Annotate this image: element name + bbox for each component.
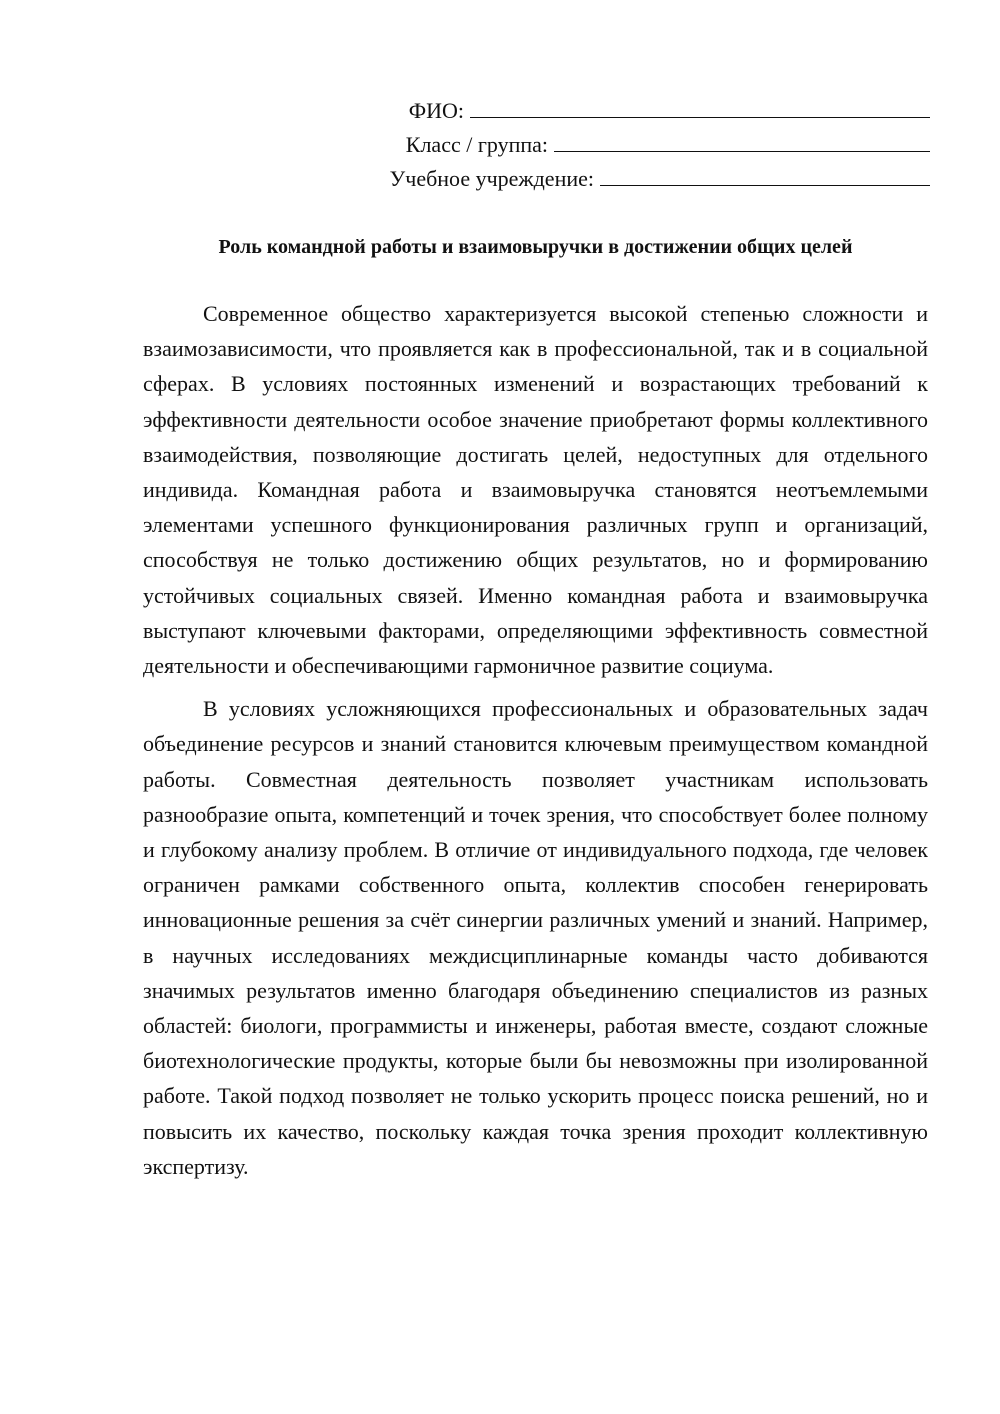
paragraph-2: В условиях усложняющихся профессиональных и образовательных задач объединение ресурсов и знаний становится ключевым преимуществом командной работы. Совместная деятельность позволяет участникам использовать разнообразие опыта, компетенций и точек зрения, что способствует более полному и глубокому анализу проблем. В отличие от индивидуального подхода, где человек ограничен рамками собственного опыта, коллектив способен генерировать инновационные решения за счёт синергии различных умений и знаний. Например, в научных исследованиях междисциплинарные команды часто добиваются значимых результатов именно благодаря объединению специалистов из разных областей: биологи, программисты и инженеры, работая вместе, создают сложные биотехнологические продукты, которые были бы невозможны при изолированной работе. Такой подход позволяет не только ускорить процесс поиска решений, но и повысить их качество, поскольку каждая точка зрения проходит коллективную экспертизу. [143,696,928,1179]
fio-label: ФИО: [408,98,464,123]
class-label: Класс / группа: [405,132,548,157]
institution-blank-line [600,163,930,186]
class-field-row [360,128,930,162]
institution-field-row [360,162,930,196]
document-body [143,296,928,1184]
institution-label: Учебное учреждение: [389,166,594,191]
student-info-block [360,94,930,196]
document-title: Роль командной работы и взаимовыручки в достижении общих целей [218,236,853,258]
class-blank-line [554,129,930,152]
paragraph-1: Современное общество характеризуется высокой степенью сложности и взаимозависимости, что проявляется как в профессиональной, так и в социальной сферах. В условиях постоянных изменений и возрастающих требований к эффективности деятельности особое значение приобретают формы коллективного взаимодействия, позволяющие достигать целей, недоступных для отдельного индивида. Командная работа и взаимовыручка становятся неотъемлемыми элементами успешного функционирования различных групп и организаций, способствуя не только достижению общих результатов, но и формированию устойчивых социальных связей. Именно командная работа и взаимовыручка выступают ключевыми факторами, определяющими эффективность совместной деятельности и обеспечивающими гармоничное развитие социума. [143,301,928,679]
fio-field-row [360,94,930,128]
fio-blank-line [470,95,930,118]
